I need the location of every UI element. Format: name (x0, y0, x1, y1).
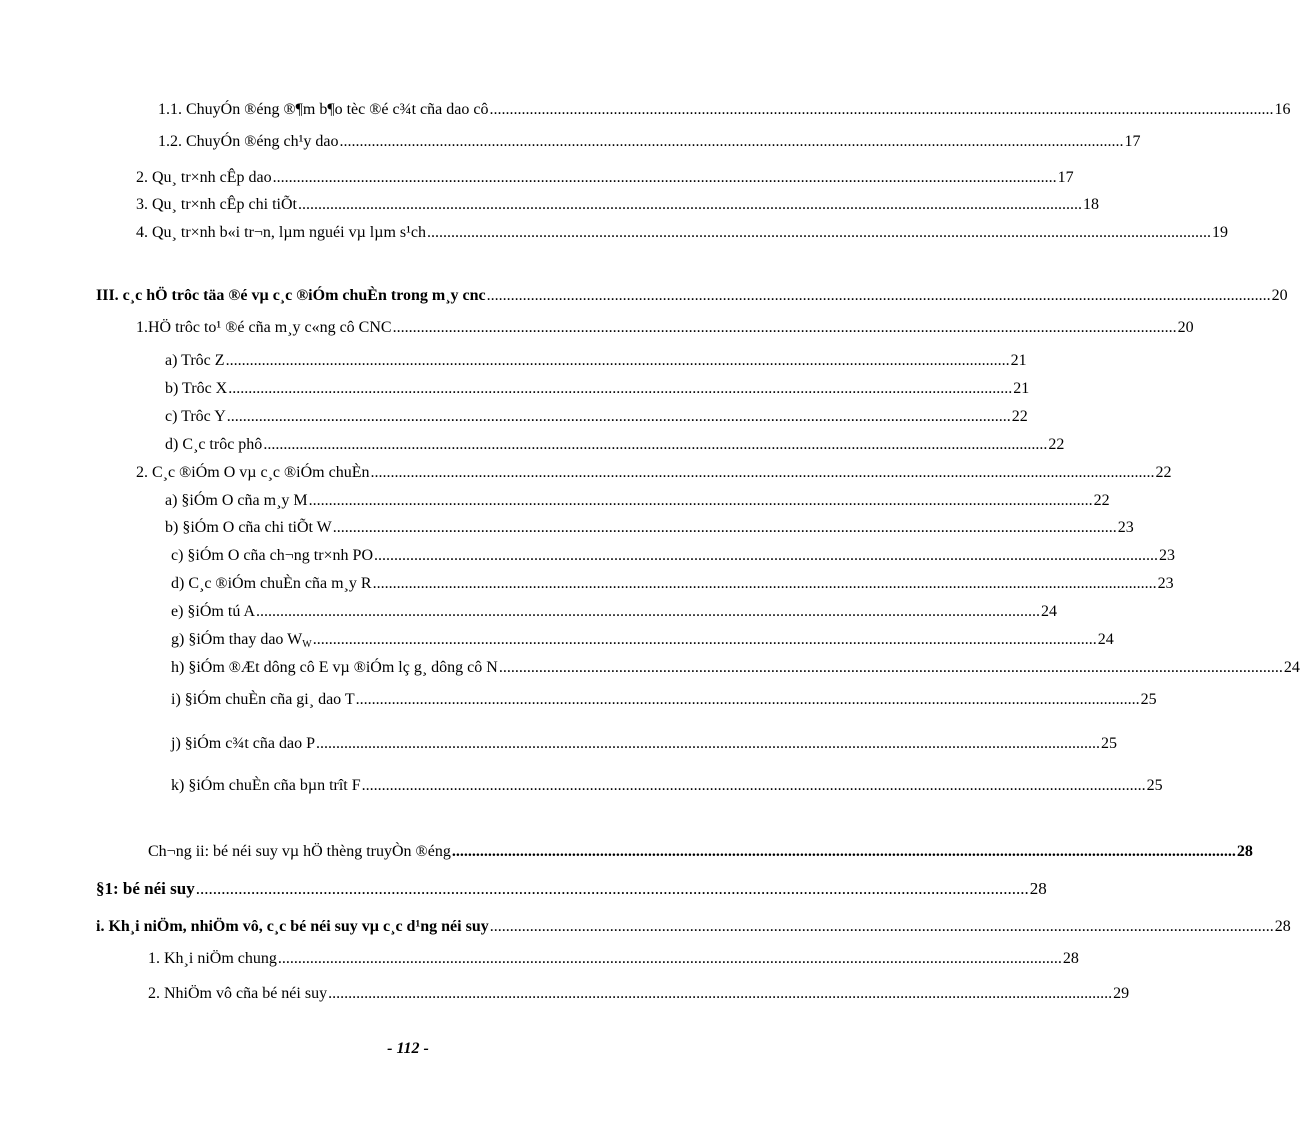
toc-leader: .................................................................................................................................................................................................... (486, 287, 1271, 304)
toc-leader: .................................................................................................................................................................................................... (361, 777, 1146, 794)
toc-entry-title: §1: bé néi suy (96, 879, 195, 898)
toc-entry-title-text: g) §iÓm thay dao W (171, 631, 303, 648)
toc-leader: .................................................................................................................................................................................................... (228, 380, 1013, 397)
toc-entry-title: a) §iÓm O cña m¸y M (165, 492, 308, 509)
toc-entry-title: c) Trôc Y (165, 408, 226, 425)
page-number: - 112 - (387, 1040, 429, 1057)
toc-entry (171, 574, 1174, 594)
toc-entry (148, 949, 1079, 969)
toc-entry (136, 195, 1099, 215)
toc-entry-page: 23 (1117, 519, 1134, 536)
toc-leader: .................................................................................................................................................................................................... (328, 985, 1113, 1002)
toc-entry (165, 491, 1110, 511)
toc-entry-title: Ch¬ng ii: bé néi suy vµ hÖ thèng truyÒn ®éng (148, 843, 451, 860)
toc-entry-title: a) Trôc Z (165, 352, 225, 369)
toc-entry (171, 776, 1163, 796)
toc-entry-title (171, 630, 312, 655)
toc-leader: .................................................................................................................................................................................................... (256, 603, 1040, 620)
toc-entry-page: 17 (1057, 169, 1074, 186)
toc-entry (171, 658, 1300, 678)
toc-leader: .................................................................................................................................................................................................... (332, 519, 1117, 536)
toc-entry-title: 4. Qu¸ tr×nh b«i tr¬n, lµm nguéi vµ lµm s¹ch (136, 224, 427, 241)
toc-entry-page: 22 (1011, 408, 1028, 425)
toc-leader: .................................................................................................................................................................................................... (374, 547, 1159, 564)
toc-leader: .................................................................................................................................................................................................... (355, 691, 1140, 708)
toc-leader: .................................................................................................................................................................................................... (451, 843, 1236, 860)
toc-entry-page: 16 (1274, 101, 1291, 118)
toc-leader: .................................................................................................................................................................................................... (489, 918, 1274, 935)
toc-entry-subscript: W (302, 639, 312, 650)
toc-entry-page: 22 (1048, 436, 1065, 453)
toc-entry-page: 28 (1236, 843, 1253, 860)
toc-entry-page: 23 (1157, 575, 1174, 592)
toc-entry (148, 842, 1253, 862)
toc-entry-title: b) §iÓm O cña chi tiÕt W (165, 519, 332, 536)
toc-entry-title: i. Kh¸i niÖm, nhiÖm vô, c¸c bé néi suy vµ c¸c d¹ng néi suy (96, 918, 489, 935)
toc-entry-page: 28 (1274, 918, 1291, 935)
toc-leader: .................................................................................................................................................................................................... (489, 101, 1274, 118)
toc-entry-page: 23 (1159, 547, 1176, 564)
toc-entry (158, 132, 1141, 152)
toc-entry-page: 21 (1013, 380, 1030, 397)
toc-entry-page: 24 (1097, 631, 1114, 648)
toc-entry-page: 25 (1100, 735, 1117, 752)
toc-leader: .................................................................................................................................................................................................... (225, 352, 1010, 369)
toc-entry (158, 100, 1291, 120)
toc-entry-page: 28 (1029, 879, 1047, 898)
toc-entry (136, 168, 1074, 188)
toc-entry-title: 2. NhiÖm vô cña bé néi suy (148, 985, 328, 1002)
toc-leader: .................................................................................................................................................................................................... (195, 879, 1029, 898)
toc-entry-title: 2. C¸c ®iÓm O vµ c¸c ®iÓm chuÈn (136, 464, 370, 481)
toc-entry (148, 984, 1130, 1004)
toc-entry-title: b) Trôc X (165, 380, 228, 397)
toc-leader: .................................................................................................................................................................................................... (272, 169, 1057, 186)
toc-entry-title: i) §iÓm chuÈn cña gi¸ dao T (171, 691, 355, 708)
toc-entry (171, 602, 1057, 622)
toc-entry (136, 463, 1172, 483)
toc-entry (165, 435, 1065, 455)
toc-entry-page: 19 (1212, 224, 1229, 241)
toc-entry-page: 25 (1140, 691, 1157, 708)
toc-leader: .................................................................................................................................................................................................... (339, 133, 1124, 150)
toc-entry-title: 1.HÖ trôc to¹ ®é cña m¸y c«ng cô CNC (136, 319, 392, 336)
toc-entry-page: 22 (1093, 492, 1110, 509)
toc-entry (171, 690, 1157, 710)
toc-leader: .................................................................................................................................................................................................... (277, 950, 1062, 967)
toc-entry (165, 407, 1028, 427)
toc-entry (136, 223, 1229, 243)
toc-entry-page: 22 (1155, 464, 1172, 481)
toc-entry (96, 879, 1047, 899)
toc-leader: .................................................................................................................................................................................................... (392, 319, 1177, 336)
toc-leader: .................................................................................................................................................................................................... (372, 575, 1157, 592)
toc-leader: .................................................................................................................................................................................................... (298, 196, 1082, 213)
toc-entry-title: k) §iÓm chuÈn cña bµn trît F (171, 777, 361, 794)
toc-entry-page: 25 (1146, 777, 1163, 794)
toc-entry-title: 1.2. ChuyÓn ®éng ch¹y dao (158, 133, 339, 150)
toc-entry-page: 21 (1010, 352, 1027, 369)
toc-entry-page: 20 (1271, 287, 1288, 304)
toc-entry-title: 1.1. ChuyÓn ®éng ®¶m b¶o tèc ®é c¾t cña dao cô (158, 101, 489, 118)
toc-entry-page: 18 (1083, 196, 1099, 213)
toc-entry-page: 28 (1062, 950, 1079, 967)
toc-entry-title: 3. Qu¸ tr×nh cÊp chi tiÕt (136, 196, 297, 213)
toc-leader: .................................................................................................................................................................................................... (427, 224, 1212, 241)
toc-entry (171, 546, 1176, 566)
toc-entry (171, 630, 1114, 655)
toc-entry-page: 17 (1124, 133, 1141, 150)
toc-entry (136, 318, 1194, 338)
toc-entry-title: e) §iÓm tú A (171, 603, 255, 620)
toc-entry-page: 20 (1177, 319, 1194, 336)
toc-entry (165, 351, 1027, 371)
toc-entry-page: 24 (1283, 659, 1300, 676)
toc-leader: .................................................................................................................................................................................................... (263, 436, 1048, 453)
toc-leader: .................................................................................................................................................................................................... (312, 631, 1097, 648)
toc-entry (171, 734, 1117, 754)
toc-leader: .................................................................................................................................................................................................... (315, 735, 1100, 752)
toc-entry-title: III. c¸c hÖ trôc täa ®é vµ c¸c ®iÓm chuÈn trong m¸y cnc (96, 287, 486, 304)
toc-leader: .................................................................................................................................................................................................... (308, 492, 1093, 509)
toc-entry-title: j) §iÓm c¾t cña dao P (171, 735, 315, 752)
toc-entry-title: 2. Qu¸ tr×nh cÊp dao (136, 169, 272, 186)
toc-leader: .................................................................................................................................................................................................... (370, 464, 1155, 481)
toc-leader: .................................................................................................................................................................................................... (226, 408, 1011, 425)
toc-entry (96, 917, 1291, 937)
toc-entry (165, 379, 1030, 399)
toc-entry-title: d) C¸c ®iÓm chuÈn cña m¸y R (171, 575, 372, 592)
toc-entry-title: c) §iÓm O cña ch¬ng tr×nh PO (171, 547, 374, 564)
toc-entry (165, 518, 1134, 538)
toc-entry-title: 1. Kh¸i niÖm chung (148, 950, 277, 967)
toc-entry-page: 29 (1113, 985, 1130, 1002)
toc-entry-title: d) C¸c trôc phô (165, 436, 263, 453)
toc-entry-title: h) §iÓm ®Æt dông cô E vµ ®iÓm lç g¸ dông cô N (171, 659, 498, 676)
toc-entry-page: 24 (1041, 603, 1057, 620)
toc-entry (96, 286, 1288, 306)
toc-leader: .................................................................................................................................................................................................... (498, 659, 1283, 676)
